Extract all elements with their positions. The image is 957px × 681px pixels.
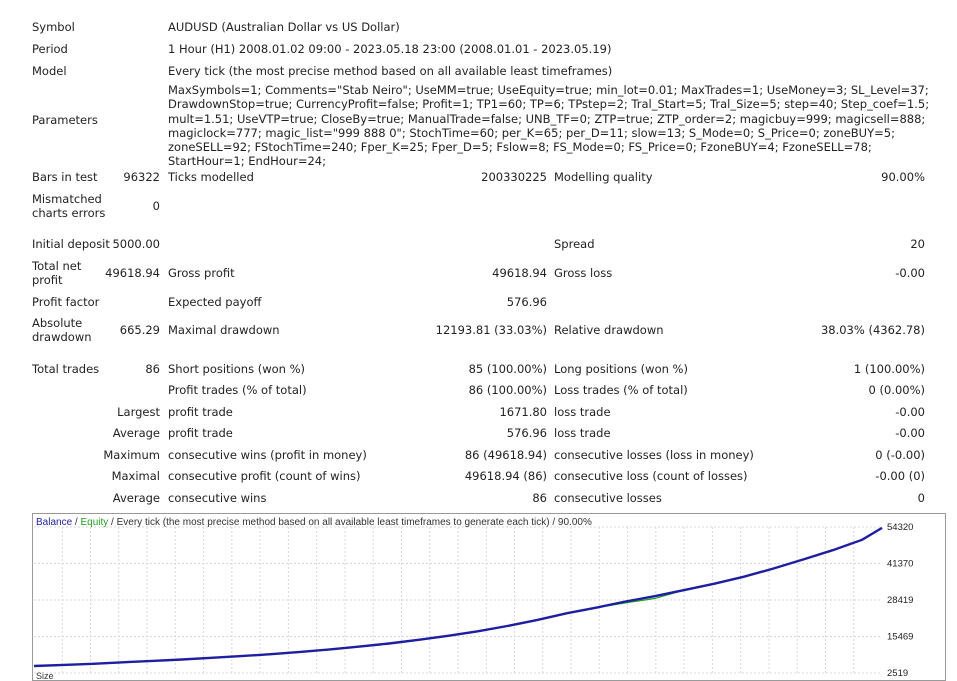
absdd-label-line2: drawdown bbox=[32, 330, 92, 344]
netprofit-value: 49618.94 bbox=[105, 266, 160, 280]
chart-legend: Balance / Equity / Every tick (the most precise method based on all available least timeframes to generate each tick) / 90.00% bbox=[36, 517, 592, 528]
balance-chart bbox=[32, 513, 946, 681]
symbol-label: Symbol bbox=[32, 20, 75, 34]
avg-losses-value: 0 bbox=[917, 491, 925, 505]
legend-equity: Equity bbox=[80, 517, 109, 528]
model-label: Model bbox=[32, 64, 67, 78]
spread-label: Spread bbox=[554, 237, 595, 251]
legend-balance: Balance bbox=[36, 517, 73, 528]
ticks-value: 200330225 bbox=[481, 170, 547, 184]
chart-frame bbox=[33, 514, 946, 681]
long-value: 1 (100.00%) bbox=[853, 362, 925, 376]
maximum-label: Maximum bbox=[103, 448, 160, 462]
average-label: Average bbox=[112, 426, 160, 440]
largest-profit-label: profit trade bbox=[168, 405, 233, 419]
maximal-label: Maximal bbox=[111, 469, 160, 483]
reldd-value: 38.03% (4362.78) bbox=[820, 323, 925, 337]
maxdd-label: Maximal drawdown bbox=[168, 323, 280, 337]
ticks-label: Ticks modelled bbox=[168, 170, 254, 184]
largest-label: Largest bbox=[117, 405, 160, 419]
maxdd-value: 12193.81 (33.03%) bbox=[435, 323, 547, 337]
deposit-value: 5000.00 bbox=[112, 237, 160, 251]
average2-label: Average bbox=[112, 491, 160, 505]
largest-loss-value: -0.00 bbox=[895, 405, 925, 419]
maximal-profit-label: consecutive profit (count of wins) bbox=[168, 469, 361, 483]
average-loss-label: loss trade bbox=[554, 426, 611, 440]
mismatch-label-line1: Mismatched bbox=[32, 192, 102, 206]
payoff-label: Expected payoff bbox=[168, 295, 262, 309]
grossloss-label: Gross loss bbox=[554, 266, 613, 280]
model-value: Every tick (the most precise method based on all available least timeframes) bbox=[168, 64, 613, 78]
y-tick-label: 2519 bbox=[887, 668, 909, 679]
max-wins-value: 86 (49618.94) bbox=[464, 448, 547, 462]
legend-description: / Every tick (the most precise method based on all available least timeframes to generate each tick) / 90.00% bbox=[108, 517, 592, 528]
symbol-value: AUDUSD (Australian Dollar vs US Dollar) bbox=[168, 20, 400, 34]
long-label: Long positions (won %) bbox=[554, 362, 688, 376]
avg-wins-label: consecutive wins bbox=[168, 491, 267, 505]
parameters-value: MaxSymbols=1; Comments="Stab Neiro"; UseMM=true; UseEquity=true; min_lot=0.01; MaxTrades=1; UseMoney=3; SL_Level=37; DrawdownStop=true; CurrencyProfit=false; Profit=1; TP1=60; TP=6; TPstep=2; Tral_Start=5; Tral_Size=5; step=40; Step_coef=1.5; mult=1.51; UseVTP=true; CloseBy=true; ManualTrade=false; UNB_TF=0; ZTP=true; ZTP_order=2; magicbuy=999; magicsell=888; magiclock=777; magic_list="999 888 0"; StochTime=60; per_K=65; per_D=11; slow=13; S_Mode=0; S_Price=0; zoneBUY=5; zoneSELL=92; FStochTime=240; Fper_K=25; Fper_D=5; Fslow=8; FS_Mode=0; FS_Price=0; FzoneBUY=4; FzoneSELL=78; StartHour=1; EndHour=24; bbox=[168, 83, 930, 169]
average-profit-label: profit trade bbox=[168, 426, 233, 440]
trades-value: 86 bbox=[145, 362, 160, 376]
grossprofit-label: Gross profit bbox=[168, 266, 235, 280]
deposit-label: Initial deposit bbox=[32, 237, 110, 251]
largest-profit-value: 1671.80 bbox=[499, 405, 547, 419]
reldd-label: Relative drawdown bbox=[554, 323, 664, 337]
bars-label: Bars in test bbox=[32, 170, 98, 184]
y-tick-label: 15469 bbox=[887, 631, 914, 643]
max-losses-label: consecutive losses (loss in money) bbox=[554, 448, 754, 462]
profitfactor-label: Profit factor bbox=[32, 295, 100, 309]
period-label: Period bbox=[32, 42, 68, 56]
grossloss-value: -0.00 bbox=[895, 266, 925, 280]
quality-label: Modelling quality bbox=[554, 170, 653, 184]
avg-wins-value: 86 bbox=[532, 491, 547, 505]
avg-losses-label: consecutive losses bbox=[554, 491, 662, 505]
losstrades-label: Loss trades (% of total) bbox=[554, 383, 688, 397]
mismatch-label-line2: charts errors bbox=[32, 206, 106, 220]
maximal-profit-value: 49618.94 (86) bbox=[464, 469, 547, 483]
largest-loss-label: loss trade bbox=[554, 405, 611, 419]
y-tick-label: 28419 bbox=[887, 595, 914, 607]
maximal-loss-label: consecutive loss (count of losses) bbox=[554, 469, 748, 483]
netprofit-label-line1: Total net bbox=[32, 259, 82, 273]
short-value: 85 (100.00%) bbox=[468, 362, 547, 376]
maximal-loss-value: -0.00 (0) bbox=[875, 469, 925, 483]
absdd-value: 665.29 bbox=[119, 323, 160, 337]
payoff-value: 576.96 bbox=[506, 295, 547, 309]
short-label: Short positions (won %) bbox=[168, 362, 306, 376]
trades-label: Total trades bbox=[32, 362, 100, 376]
average-profit-value: 576.96 bbox=[506, 426, 547, 440]
max-losses-value: 0 (-0.00) bbox=[875, 448, 925, 462]
quality-value: 90.00% bbox=[881, 170, 925, 184]
size-label: Size bbox=[36, 671, 54, 681]
absdd-label-line1: Absolute bbox=[32, 316, 83, 330]
y-tick-label: 41370 bbox=[887, 558, 914, 570]
period-value: 1 Hour (H1) 2008.01.02 09:00 - 2023.05.18 23:00 (2008.01.01 - 2023.05.19) bbox=[168, 42, 612, 56]
profittrades-value: 86 (100.00%) bbox=[468, 383, 547, 397]
bars-value: 96322 bbox=[123, 170, 160, 184]
losstrades-value: 0 (0.00%) bbox=[868, 383, 925, 397]
y-tick-label: 54320 bbox=[887, 522, 914, 533]
parameters-label: Parameters bbox=[32, 113, 98, 127]
profittrades-label: Profit trades (% of total) bbox=[168, 383, 307, 397]
average-loss-value: -0.00 bbox=[895, 426, 925, 440]
mismatch-value: 0 bbox=[152, 199, 160, 213]
netprofit-label-line2: profit bbox=[32, 273, 63, 287]
spread-value: 20 bbox=[910, 237, 925, 251]
grossprofit-value: 49618.94 bbox=[492, 266, 547, 280]
max-wins-label: consecutive wins (profit in money) bbox=[168, 448, 367, 462]
